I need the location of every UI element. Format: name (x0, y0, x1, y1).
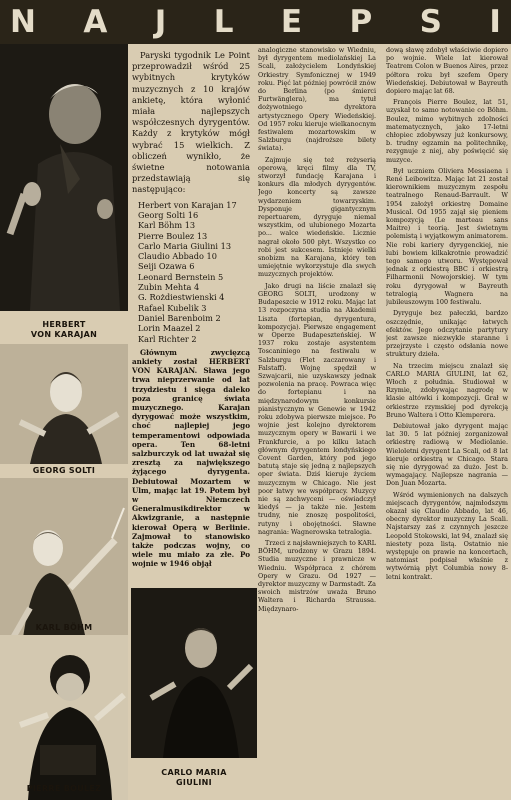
ranking-item: G. Rożdiestwienski 4 (138, 292, 225, 303)
ranking-item: Leonard Bernstein 5 (138, 271, 224, 282)
photo-karajan (0, 44, 128, 311)
ranking-item: Rafael Kubelik 3 (138, 302, 207, 313)
title-letter: L (213, 4, 234, 40)
title-letter: J (154, 4, 167, 40)
article-paragraph: Jako drugi na liście znalazł się GEORG SOLTI, urodzony w Budapeszcie w 1912 roku. Mając lat 13 rozpoczyna studia na Akademii Liszta (fortepian, dyrygentura, kompozycja). Pierwsze engagement w Operze Budapeszteńskiej. W 1937 roku zostaje asystentem Toscaniniego na festiwalu w Salzburgu (Flet zaczarowany i Falstaff). Wojnę spędził w Szwajcarii, nie uzyskawszy jednak pozwolenia na pracę. Powraca więc do fortepianu i na międzynarodowym konkursie pianistycznym w Genewie w 1942 roku zdobywa pierwsze miejsce. Po wojnie jest kolejno dyrektorem muzycznym opery w Bawarii i we Frankfurcie, a po kilku latach głównym dyrygentem londyńskiego Covent Garden, który pod jego batutą staje się jedną z najlepszych oper świata. Dziś kieruje życiem muzycznym w Chicago. Nie jest poor łatwy we współpracy. Muzycy nie są zachwyceni — oświadczył kiedyś — ja także nie. Jestem trudny, nie znoszę pospolitości, rutyny i obojętności. Sławne nagrania: Wagnerowska tetralogia. (258, 281, 376, 536)
caption-line: VON KARAJAN (30, 330, 98, 339)
ranking-item: Lorin Maazel 2 (138, 323, 201, 334)
caption-line: GIULINI (176, 778, 212, 787)
article-paragraph: Na trzecim miejscu znalazł się CARLO MARIA GIULINI, lat 62, Włoch z południa. Studiował w Rzymie, zdobywając nagrodę w klasie altówki i kompozycji. Grał w orkiestrze rzymskiej pod dyrekcją Bruno Waltera i Otto Klemperera. (386, 361, 508, 419)
caption-line: CARLO MARIA (161, 768, 227, 777)
photo-solti (0, 344, 128, 464)
title-letter: N (10, 4, 36, 40)
title-letter: P (349, 4, 373, 40)
title-letter: A (83, 4, 108, 40)
ranking-item: Seiji Ozawa 6 (138, 261, 195, 272)
article-paragraph: Wśród wymienionych na dalszych miejscach dyrygentów, najmłodszym okazał się Claudio Abbado, lat 46, obecny dyrektor muzyczny La Scali. Najstarszy zaś z czynnych jeszcze Leopold Stokowski, lat 94, znalazł się niestety poza listą. Ostatnio nie występuje on prawie na koncertach, natomiast podpisał właśnie z wytwórnią płyt Columbia nowy 8-letni kontrakt. (386, 490, 508, 581)
ranking-item: Daniel Barenboim 2 (138, 312, 221, 323)
article-paragraph: dową sławę zdobył właściwie dopiero po wojnie. Wiele lat kierował Teatrem Colon w Buenos Aires, przez półtora roku był szefem Opery Wiedeńskiej. Debiutował w Bayreuth dopiero mając lat 68. (386, 46, 508, 96)
article-paragraph: Debiutował jako dyrygent mając lat 30. 5 lat później zorganizował orkiestrę radiową w Mediolanie. Wieloletni dyrygent La Scali, od 8 lat kieruje orkiestrą w Chicago. Stara się nie dyrygować za dużo. Jest b. wymagający. Najlepsze nagrania — Don Juan Mozarta. (386, 421, 508, 488)
page-title (0, 2, 511, 42)
text-column-2 (258, 46, 376, 632)
photo-column (0, 44, 128, 800)
caption-boulez: PIERRE BOULEZ (26, 784, 102, 793)
title-letter: S (419, 4, 442, 40)
photo-boulez (0, 635, 128, 800)
article-paragraph: François Pierre Boulez, lat 51, uzyskał to samo notowanie co Böhm. Boulez, mimo wybitnych zdolności matematycznych, jako 17-letni chłopiec zdobywszy już konkursowy, b. trudny egzamin na politechnikę, rezygnuje z niej, aby poświęcić się muzyce. (386, 98, 508, 164)
header-bar (0, 0, 511, 44)
article-paragraph: Dyryguje bez pałeczki, bardzo oszczędnie, unikając łatwych efektów. Jego odczytanie partytury jest zawsze niezwykle staranne i przejrzyste i często odsłania nowe struktury dzieła. (386, 309, 508, 359)
ranking-item: Zubin Mehta 4 (138, 282, 200, 293)
ranking-item: Carlo Maria Giulini 13 (138, 240, 232, 251)
photo-giulini (131, 588, 257, 800)
ranking-item: Karl Richter 2 (138, 333, 197, 344)
article-paragraph: Trzeci z najsławniejszych to KARL BÖHM, urodzony w Grazu 1894. Studia muzyczne i prawnicze w Wiedniu. Współpraca z chórem Opery w Grazu. Od 1927 — dyrektor muzyczny w Darmstadt. Za swoich mistrzów uważa Bruno Waltera i Richarda Straussa. Międzynaro- (258, 538, 376, 613)
article-paragraph: analogiczne stanowisko w Wiedniu, był dyrygentem mediolańskiej La Scali, założycielem Londyńskiej Orkiestry Symfonicznej w 1949 roku. Pięć lat później powrócił znów do Berlina (po śmierci Furtwänglera), ma tytuł dożywotniego dyrektora artystycznego Opery Wiedeńskiej. Od 1957 roku kieruje wielkanocnym festiwalem mozartowskim w Salzburgu (najdroższe bilety świata). (258, 46, 376, 153)
ranking-item: Georg Solti 16 (138, 209, 199, 220)
ranking-list (132, 200, 250, 344)
ranking-item: Pierre Boulez 13 (138, 230, 208, 241)
winner-paragraph: Głównym zwycięzcą ankiety został HERBERT VON KARAJAN. Sława jego trwa nieprzerwanie od lat trzydziestu i sięga daleko poza granicę świata muzycznego. Karajan dyrygować może wszystkim, choć najlepiej jego temperamentowi odpowiada opera. Ten 68-letni salzburczyk od lat uważał się zresztą za największego żyjącego dyrygenta. Debiutował Mozartem w Ulm, mając lat 19. Potem był w Niemczech Generalmusikdirektor w Akwizgranie, a następnie kierował Operą w Berlinie. Zajmował to stanowisko także podczas wojny, co wiele mu miało za złe. Po wojnie w 1946 objął (132, 347, 250, 569)
caption-giulini (139, 768, 249, 788)
ranking-item: Claudio Abbado 10 (138, 251, 217, 262)
ranking-item: Karl Böhm 13 (138, 220, 196, 231)
caption-solti: GEORG SOLTI (32, 466, 96, 475)
title-letter: E (280, 4, 303, 40)
caption-bohm: KARL BÖHM (35, 623, 93, 632)
title-letter: I (489, 4, 501, 40)
intro-paragraph: Paryski tygodnik Le Point przeprowadził wśród 25 wybitnych krytyków muzycznych z 10 krajów ankietę, która wyłonić miała najlepszych współczesnych dyrygentów. Każdy z krytyków mógł wybrać 15 wielkich. Z obliczeń wynikło, że świetne notowania przedstawiają się następująco: (132, 50, 250, 195)
text-column-3 (386, 46, 508, 796)
caption-karajan (0, 320, 128, 340)
caption-line: HERBERT (42, 320, 86, 329)
article-paragraph: Zajmuje się też reżyserią operową, kręci filmy dla TV, stworzył fundację Karajana i konkurs dla młodych dyrygentów. Jego koncerty są zawsze wydarzeniem towarzyskim. Dysponuje gigantycznym repertuarem, dyryguje niemal wszystkim, od ulubionego Mozarta po... walce wiedeńskie. Licznie nagrał około 500 płyt. Wszystko co robi jest sukcesem. Istnieje wielki snobizm na Karajana, który ten umiejętnie wykorzystuje dla swych muzycznych projektów. (258, 155, 376, 279)
ranking-item: Herbert von Karajan 17 (138, 199, 237, 210)
article-paragraph: Był uczniem Oliviera Messiaena i René Leibowitza. Mając lat 21 został kierownikiem muzycznym zespołu teatralnego Renaud-Barrault. W 1954 założył orkiestrę Domaine Musical. Od 1955 zajął się pieniem kompozycją (Le marteau sans Maitre) i teorią. Jest świetnym polemistą i wyjątkowym animatorem. Nie robi kariery dyrygenckiej, nie lubi bowiem kilkakrotnie prowadzić tego samego utworu. Występował jednak z orkiestrą BBC i orkiestrą Filharmonii Nowojorskiej. W tym roku dyrygował w Bayreuth tetralogią Wagnera na jubileuszowym 100 festiwalu. (386, 166, 508, 307)
text-column-1 (132, 50, 250, 569)
